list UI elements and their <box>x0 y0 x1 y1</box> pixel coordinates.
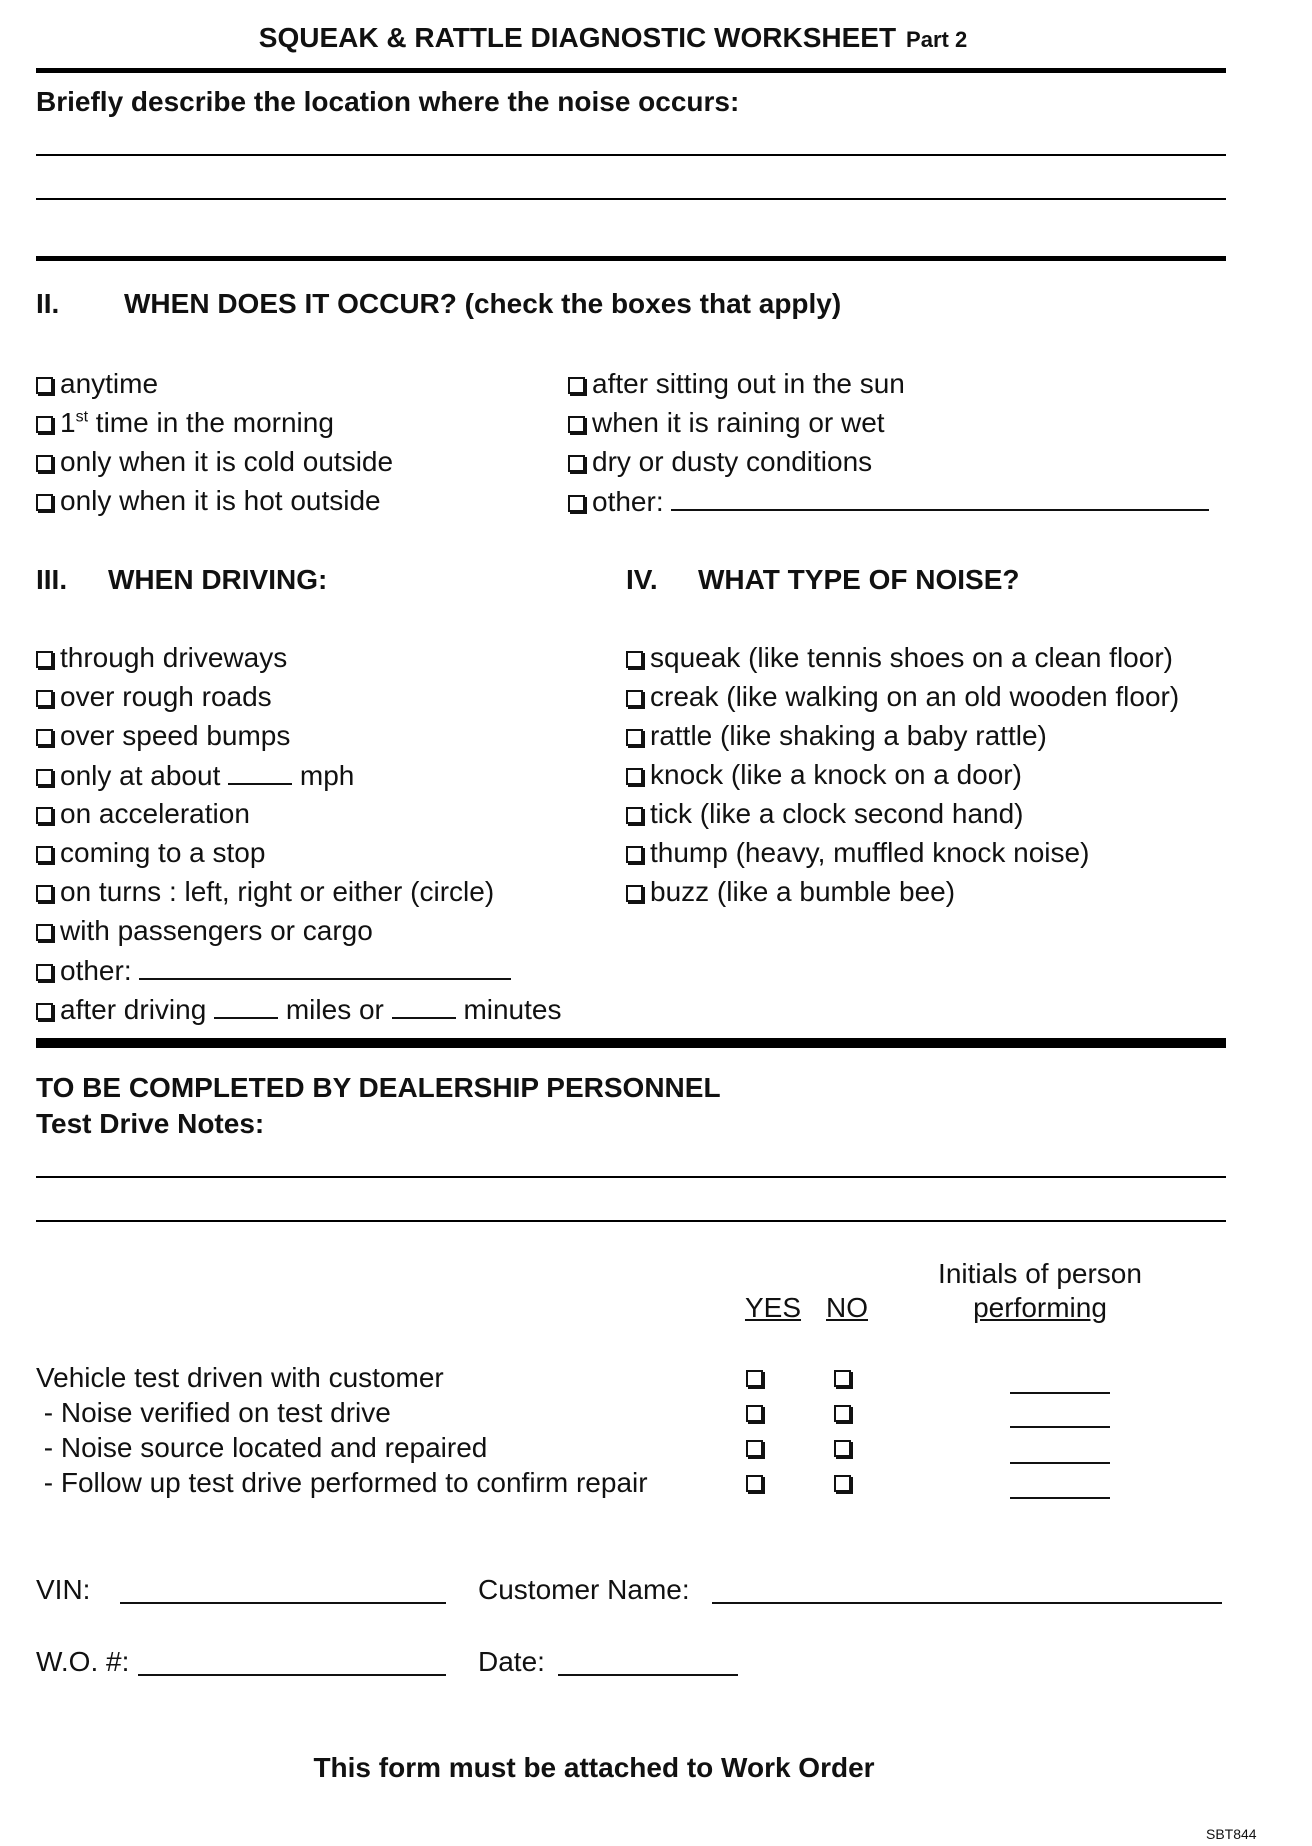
checkbox[interactable] <box>36 416 53 433</box>
section3-title: WHEN DRIVING: <box>108 564 328 595</box>
initials-header-2: performing <box>973 1292 1107 1323</box>
vin-label: VIN: <box>36 1574 91 1605</box>
no-checkbox[interactable] <box>834 1370 851 1387</box>
section2-number: II. <box>36 288 60 319</box>
driving-turns[interactable]: on turns : left, right or either (circle) <box>36 876 494 908</box>
location-line-2[interactable] <box>36 198 1226 200</box>
title-part: Part 2 <box>906 27 968 52</box>
footer-note: This form must be attached to Work Order <box>313 1752 875 1783</box>
noise-buzz[interactable]: buzz (like a bumble bee) <box>626 876 955 908</box>
checkbox[interactable] <box>36 494 53 511</box>
page-title <box>0 22 1226 54</box>
yes-checkbox[interactable] <box>746 1405 763 1422</box>
checkbox[interactable] <box>568 495 585 512</box>
initials-field[interactable] <box>1010 1426 1110 1428</box>
customer-name-field[interactable] <box>712 1602 1222 1604</box>
checkbox[interactable] <box>626 807 643 824</box>
no-checkbox[interactable] <box>834 1440 851 1457</box>
when-first-time-morning[interactable]: 1st time in the morning <box>36 407 334 439</box>
section4-number: IV. <box>626 564 658 595</box>
yes-checkbox[interactable] <box>746 1370 763 1387</box>
customer-name-label: Customer Name: <box>478 1574 690 1605</box>
when-dusty[interactable]: dry or dusty conditions <box>568 446 872 478</box>
miles-field[interactable] <box>214 993 278 1019</box>
wo-field[interactable] <box>138 1674 446 1676</box>
checkbox[interactable] <box>36 729 53 746</box>
no-header: NO <box>826 1292 868 1323</box>
section3-number: III. <box>36 564 68 595</box>
row-label-repaired: - Noise source located and repaired <box>36 1432 488 1463</box>
when-other-field[interactable] <box>671 485 1209 511</box>
vin-field[interactable] <box>120 1602 446 1604</box>
dealer-title: TO BE COMPLETED BY DEALERSHIP PERSONNEL <box>36 1072 721 1103</box>
initials-field[interactable] <box>1010 1392 1110 1394</box>
when-hot[interactable]: only when it is hot outside <box>36 485 381 517</box>
checkbox[interactable] <box>36 690 53 707</box>
initials-field[interactable] <box>1010 1497 1110 1499</box>
no-checkbox[interactable] <box>834 1475 851 1492</box>
driving-after[interactable]: after driving miles or minutes <box>36 993 561 1026</box>
driving-other[interactable]: other: <box>36 954 511 987</box>
title-text: SQUEAK & RATTLE DIAGNOSTIC WORKSHEET <box>258 22 897 53</box>
when-cold[interactable]: only when it is cold outside <box>36 446 393 478</box>
initials-header-1: Initials of person <box>938 1258 1142 1289</box>
checkbox[interactable] <box>568 455 585 472</box>
checkbox[interactable] <box>626 768 643 785</box>
checkbox[interactable] <box>36 846 53 863</box>
checkbox[interactable] <box>568 377 585 394</box>
when-anytime[interactable]: anytime <box>36 368 158 400</box>
section2-title: WHEN DOES IT OCCUR? (check the boxes that apply) <box>124 288 842 319</box>
noise-creak[interactable]: creak (like walking on an old wooden floor) <box>626 681 1179 713</box>
form-code: SBT844 <box>1206 1826 1257 1842</box>
mph-field[interactable] <box>228 759 292 785</box>
yes-checkbox[interactable] <box>746 1475 763 1492</box>
section4-title: WHAT TYPE OF NOISE? <box>698 564 1020 595</box>
divider <box>36 1038 1226 1048</box>
checkbox[interactable] <box>36 651 53 668</box>
divider <box>36 68 1226 73</box>
location-line-1[interactable] <box>36 154 1226 156</box>
notes-line-2[interactable] <box>36 1220 1226 1222</box>
when-other[interactable]: other: <box>568 485 1209 518</box>
yes-header: YES <box>744 1292 802 1323</box>
driving-passengers[interactable]: with passengers or cargo <box>36 915 373 947</box>
checkbox[interactable] <box>568 416 585 433</box>
row-label-test-driven: Vehicle test driven with customer <box>36 1362 444 1393</box>
checkbox[interactable] <box>626 885 643 902</box>
row-label-verified: - Noise verified on test drive <box>36 1397 391 1428</box>
no-checkbox[interactable] <box>834 1405 851 1422</box>
initials-field[interactable] <box>1010 1462 1110 1464</box>
noise-thump[interactable]: thump (heavy, muffled knock noise) <box>626 837 1089 869</box>
driving-driveways[interactable]: through driveways <box>36 642 287 674</box>
minutes-field[interactable] <box>392 993 456 1019</box>
checkbox[interactable] <box>626 729 643 746</box>
checkbox[interactable] <box>626 690 643 707</box>
checkbox[interactable] <box>36 964 53 981</box>
notes-line-1[interactable] <box>36 1176 1226 1178</box>
row-label-follow-up: - Follow up test drive performed to confirm repair <box>36 1467 648 1498</box>
when-sun[interactable]: after sitting out in the sun <box>568 368 905 400</box>
wo-label: W.O. #: <box>36 1646 130 1677</box>
test-drive-notes-label: Test Drive Notes: <box>36 1108 265 1139</box>
when-rain[interactable]: when it is raining or wet <box>568 407 885 439</box>
driving-speed-bumps[interactable]: over speed bumps <box>36 720 290 752</box>
noise-knock[interactable]: knock (like a knock on a door) <box>626 759 1022 791</box>
driving-speed[interactable]: only at about mph <box>36 759 354 792</box>
driving-other-field[interactable] <box>139 954 511 980</box>
driving-rough-roads[interactable]: over rough roads <box>36 681 272 713</box>
noise-tick[interactable]: tick (like a clock second hand) <box>626 798 1024 830</box>
date-label: Date: <box>478 1646 545 1677</box>
checkbox[interactable] <box>36 1003 53 1020</box>
checkbox[interactable] <box>36 885 53 902</box>
checkbox[interactable] <box>626 651 643 668</box>
location-prompt: Briefly describe the location where the noise occurs: <box>36 86 740 117</box>
noise-squeak[interactable]: squeak (like tennis shoes on a clean floor) <box>626 642 1173 674</box>
checkbox[interactable] <box>626 846 643 863</box>
checkbox[interactable] <box>36 769 53 786</box>
date-field[interactable] <box>558 1674 738 1676</box>
checkbox[interactable] <box>36 807 53 824</box>
yes-checkbox[interactable] <box>746 1440 763 1457</box>
divider <box>36 256 1226 261</box>
checkbox[interactable] <box>36 455 53 472</box>
noise-rattle[interactable]: rattle (like shaking a baby rattle) <box>626 720 1047 752</box>
checkbox[interactable] <box>36 377 53 394</box>
driving-stop[interactable]: coming to a stop <box>36 837 265 869</box>
checkbox[interactable] <box>36 924 53 941</box>
driving-acceleration[interactable]: on acceleration <box>36 798 250 830</box>
